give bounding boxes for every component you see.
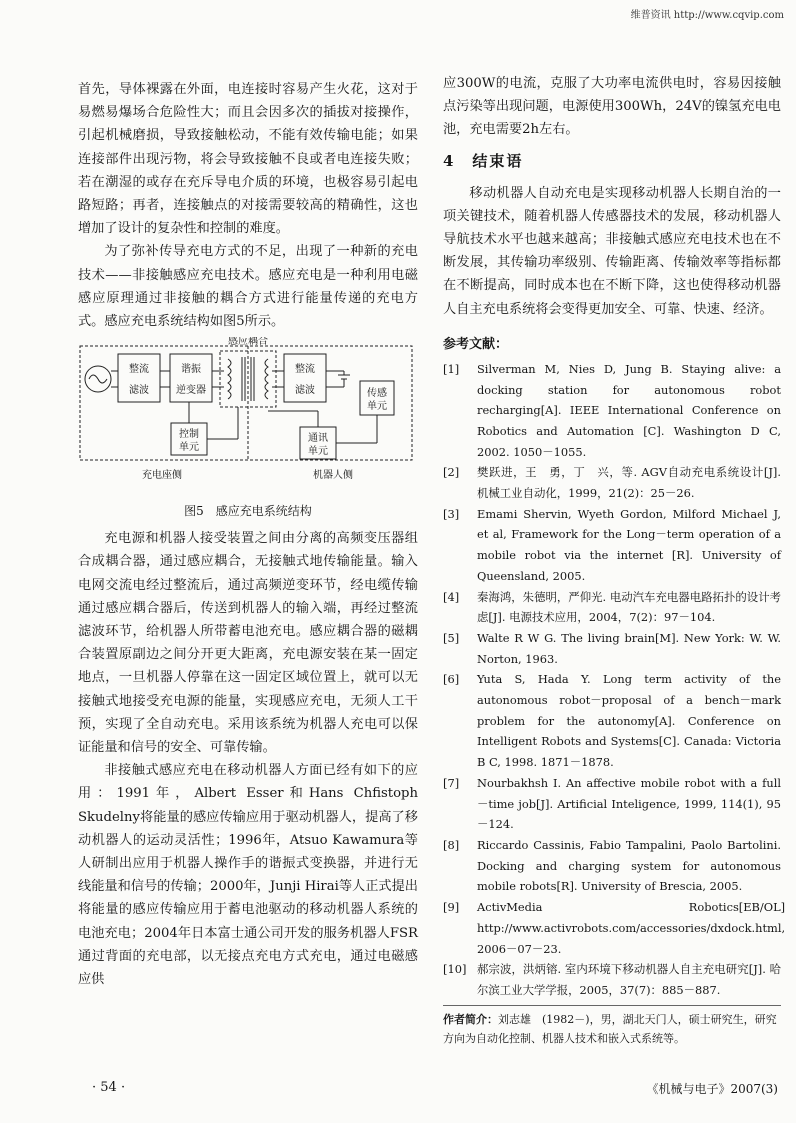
page-number: · 54 ·: [92, 1080, 126, 1095]
paragraph: 移动机器人自动充电是实现移动机器人长期自治的一项关键技术，随着机器人传感器技术的发展，移动机器人导航技术水平也越来越高；非接触式感应充电技术也在不断发展，其传输功率级别、传输距离、传输效率等指标都在不断提高，同时成本也在不断下降，这也使得移动机器人自主充电系统将会变得更加安全、可靠、快速、经济。: [443, 185, 781, 317]
paragraph: 非接触式感应充电在移动机器人方面已经有如下的应用：1991年，Albert Esser和Hans Chfistoph Skudelny将能量的感应传输应用于驱动机器人，提高了移动机器人的运动灵活性；1996年，Atsuo Kawamura等人研制出应用于机器人操作手的谐振式变换器，并进行无线能量和信号的传输；2000年，Junji Hirai等人正式提出将能量的感应传输应用于蓄电池驱动的移动机器人系统的电池充电；2004年日本富士通公司开发的服务机器人FSR通过背面的充电部，以无接点充电方式充电，通过电磁感应供: [78, 763, 418, 988]
svg-text:控制: 控制: [179, 429, 199, 441]
watermark: 维普资讯 http://www.cqvip.com: [630, 10, 784, 21]
reference-item: [1] Silverman M, Nies D, Jung B. Staying alive: a docking station for autonomous robot recharging[A]. IEEE International Conference on Robotics and Automation [C]. Washington D C, 2002. 1050－1055.: [443, 361, 781, 459]
reference-item: [10] 郝宗波，洪炳镕. 室内环境下移动机器人自主充电研究[J]. 哈尔滨工业大学学报，2005，37(7)：885－887.: [443, 962, 781, 997]
secondary-coil-icon: [265, 359, 268, 399]
paragraph: 应300W的电流，克服了大功率电流供电时，容易因接触点污染等出现问题，电源使用300Wh，24V的镍氢充电电池，充电需要2h左右。: [443, 76, 781, 138]
reference-item: [2] 樊跃进，王 勇，丁 兴，等. AGV自动充电系统设计[J]. 机械工业自动化，1999，21(2)：25－26.: [443, 465, 781, 501]
svg-text:通讯: 通讯: [308, 433, 328, 445]
reference-item: [6] Yuta S, Hada Y. Long term activity of the autonomous robot－proposal of a bench－mark problem for the autonomy[A]. Conference on Intelligent Robots and Systems[C]. Canada: Victoria B C, 1998. 1871－1878.: [443, 672, 781, 770]
reference-item: [7] Nourbakhsh I. An affective mobile robot with a full－time job[J]. Artificial Inteligence, 1999, 114(1), 95－124.: [443, 775, 781, 832]
figure-5: [78, 337, 418, 521]
charger-side-label: 充电座侧: [142, 470, 182, 482]
author-bio: 作者简介：刘志雄 (1982－)，男，湖北天门人，硕士研究生，研究方向为自动化控制、机器人技术和嵌入式系统等。: [443, 1013, 777, 1045]
right-column: [443, 72, 786, 1001]
svg-text:单元: 单元: [367, 401, 387, 413]
induction-charging-diagram: [78, 337, 418, 497]
figure-caption: 图5 感应充电系统结构: [184, 504, 312, 519]
references-title: 参考文献：: [443, 336, 509, 352]
section-title: 4 结束语: [443, 151, 524, 170]
reference-item: [3] Emami Shervin, Wyeth Gordon, Milford Michael J, et al, Framework for the Long－term operation of a mobile robot via the internet [R]. University of Queensland, 2005.: [443, 506, 781, 583]
svg-text:传感: 传感: [367, 388, 387, 400]
paragraph: 充电源和机器人接受装置之间由分离的高频变压器组合成耦合器，通过感应耦合，无接触式地传输能量。输入电网交流电经过整流后，通过高频逆变环节，经电缆传输通过感应耦合器后，传送到机器人的输入端，再经过整流滤波环节，给机器人所带蓄电池充电。感应耦合器的磁耦合装置原副边之间分开更大距离，充电源安装在某一固定地点，一旦机器人停靠在这一固定区域位置上，就可以无接触式地接受充电源的能量，实现感应充电，无须人工干预，实现了全自动充电。采用该系统为机器人充电可以保证能量和信号的安全、可靠传输。: [78, 531, 418, 756]
svg-text:逆变器: 逆变器: [176, 385, 206, 397]
svg-text:滤波: 滤波: [295, 385, 315, 397]
paragraph: 为了弥补传导充电方式的不足，出现了一种新的充电技术——非接触感应充电技术。感应充电是一种利用电磁感应原理通过非接触的耦合方式进行能量传递的充电方式。感应充电系统结构如图5所示。: [78, 244, 418, 330]
journal-info: 《机械与电子》2007(3): [646, 1082, 778, 1096]
primary-coil-icon: [228, 359, 231, 399]
svg-text:整流: 整流: [129, 364, 149, 376]
paragraph: 首先，导体裸露在外面，电连接时容易产生火花，这对于易燃易爆场合危险性大；而且会因多次的插拔对接操作，引起机械磨损，导致接触松动，不能有效传输电能；如果连接部件出现污物，将会导致接触不良或者电连接失败；若在潮湿的或存在充斥导电介质的环境，也极容易引起电路短路；再者，连接触点的对接需要较高的精确性，这也增加了设计的复杂性和控制的难度。: [78, 82, 418, 237]
reference-item: [9] ActivMedia Robotics[EB/OL] http://www.activrobots.com/accessories/dxdock.html, 2006－07－23.: [443, 900, 786, 956]
reference-list: [443, 359, 786, 1001]
svg-text:滤波: 滤波: [129, 385, 149, 397]
svg-text:单元: 单元: [179, 442, 199, 454]
reference-item: [8] Riccardo Cassinis, Fabio Tampalini, Paolo Bartolini. Docking and charging system for autonomous mobile robots[R]. University of Brescia, 2005.: [443, 838, 781, 894]
reference-item: [4] 秦海鸿，朱德明，严仰光. 电动汽车充电器电路拓扑的设计考虑[J]. 电源技术应用，2004，7(2)：97－104.: [443, 589, 781, 625]
svg-text:谐振: 谐振: [181, 364, 201, 376]
left-column: [78, 78, 418, 991]
coupling-label: 感应耦合: [228, 337, 268, 348]
svg-text:单元: 单元: [308, 446, 328, 458]
reference-item: [5] Walte R W G. The living brain[M]. New York: W. W. Norton, 1963.: [443, 630, 781, 666]
divider: [443, 1005, 781, 1006]
svg-text:整流: 整流: [295, 364, 315, 376]
robot-side-label: 机器人侧: [313, 470, 353, 482]
